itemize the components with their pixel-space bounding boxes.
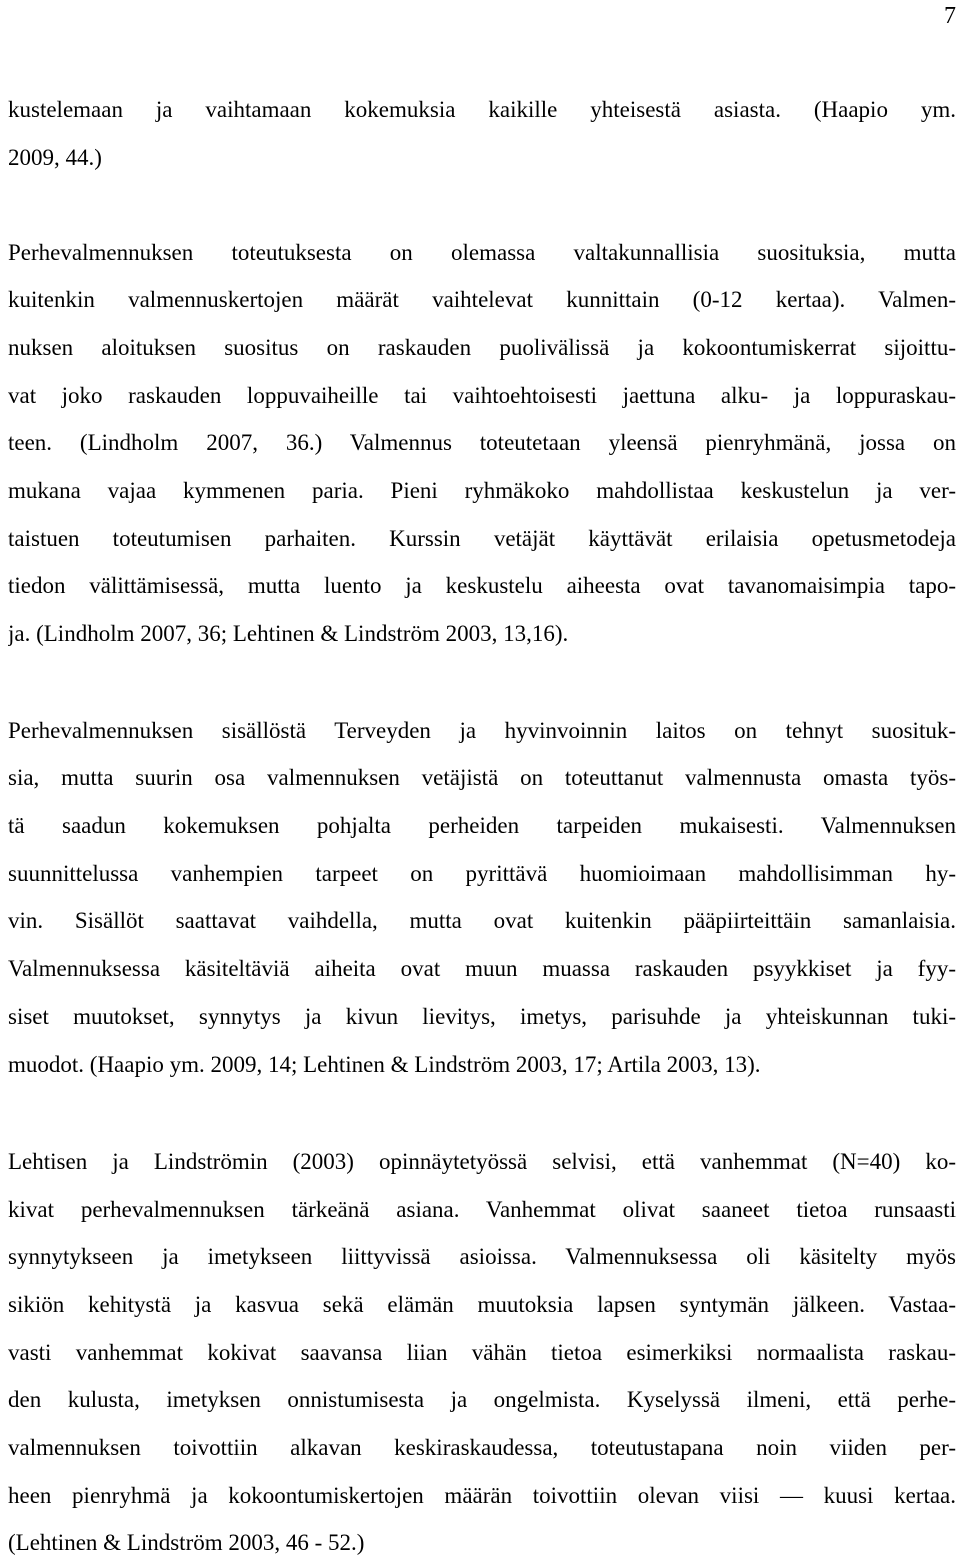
paragraph-line: muodot. (Haapio ym. 2009, 14; Lehtinen & Lindström 2003, 17; Artila 2003, 13).: [8, 1052, 761, 1077]
paragraph-line: sia, mutta suurin osa valmennuksen vetäjistä on toteuttanut valmennusta omasta työs-: [8, 765, 956, 790]
paragraph-line: vat joko raskauden loppuvaiheille tai vaihtoehtoisesti jaettuna alku- ja loppuraskau-: [8, 383, 956, 408]
paragraph-line: den kulusta, imetyksen onnistumisesta ja ongelmista. Kyselyssä ilmeni, että perhe-: [8, 1387, 956, 1412]
paragraph-line: nuksen aloituksen suositus on raskauden puolivälissä ja kokoontumiskerrat sijoittu-: [8, 335, 956, 360]
paragraph-line: taistuen toteutumisen parhaiten. Kurssin vetäjät käyttävät erilaisia opetusmetodeja: [8, 526, 956, 551]
paragraph-line: 2009, 44.): [8, 145, 102, 170]
paragraph-line: suunnittelussa vanhempien tarpeet on pyrittävä huomioimaan mahdollisimman hy-: [8, 861, 956, 886]
paragraph-line: kuitenkin valmennuskertojen määrät vaihtelevat kunnittain (0-12 kertaa). Valmen-: [8, 287, 956, 312]
paragraph-line: teen. (Lindholm 2007, 36.) Valmennus toteutetaan yleensä pienryhmänä, jossa on: [8, 430, 956, 455]
paragraph-line: heen pienryhmä ja kokoontumiskertojen määrän toivottiin olevan viisi — kuusi kertaa.: [8, 1483, 956, 1508]
paragraph-line: tä saadun kokemuksen pohjalta perheiden tarpeiden mukaisesti. Valmennuksen: [8, 813, 956, 838]
paragraph-line: kivat perhevalmennuksen tärkeänä asiana. Vanhemmat olivat saaneet tietoa runsaasti: [8, 1197, 956, 1222]
paragraph-line: vasti vanhemmat kokivat saavansa liian vähän tietoa esimerkiksi normaalista raskau-: [8, 1340, 956, 1365]
paragraph-line: valmennuksen toivottiin alkavan keskiraskaudessa, toteutustapana noin viiden per-: [8, 1435, 956, 1460]
paragraph-line: Valmennuksessa käsiteltäviä aiheita ovat muun muassa raskauden psyykkiset ja fyy-: [8, 956, 956, 981]
page-number: 7: [944, 3, 956, 29]
paragraph-line: vin. Sisällöt saattavat vaihdella, mutta ovat kuitenkin pääpiirteittäin samanlaisia.: [8, 908, 956, 933]
paragraph-line: Perhevalmennuksen toteutuksesta on olemassa valtakunnallisia suosituksia, mutta: [8, 240, 956, 265]
paragraph-line: sikiön kehitystä ja kasvua sekä elämän muutoksia lapsen syntymän jälkeen. Vastaa-: [8, 1292, 956, 1317]
paragraph-line: synnytykseen ja imetykseen liittyvissä asioissa. Valmennuksessa oli käsitelty myös: [8, 1244, 956, 1269]
paragraph-line: kustelemaan ja vaihtamaan kokemuksia kaikille yhteisestä asiasta. (Haapio ym.: [8, 97, 956, 122]
paragraph-line: siset muutokset, synnytys ja kivun lievitys, imetys, parisuhde ja yhteiskunnan tuki-: [8, 1004, 956, 1029]
paragraph-line: Perhevalmennuksen sisällöstä Terveyden ja hyvinvoinnin laitos on tehnyt suosituk-: [8, 718, 956, 743]
paragraph-line: Lehtisen ja Lindströmin (2003) opinnäytetyössä selvisi, että vanhemmat (N=40) ko-: [8, 1149, 956, 1174]
paragraph-line: (Lehtinen & Lindström 2003, 46 - 52.): [8, 1530, 365, 1555]
paragraph-line: tiedon välittämisessä, mutta luento ja keskustelu aiheesta ovat tavanomaisimpia tapo-: [8, 573, 956, 598]
paragraph-line: ja. (Lindholm 2007, 36; Lehtinen & Lindström 2003, 13,16).: [8, 621, 569, 646]
paragraph-line: mukana vajaa kymmenen paria. Pieni ryhmäkoko mahdollistaa keskustelun ja ver-: [8, 478, 956, 503]
